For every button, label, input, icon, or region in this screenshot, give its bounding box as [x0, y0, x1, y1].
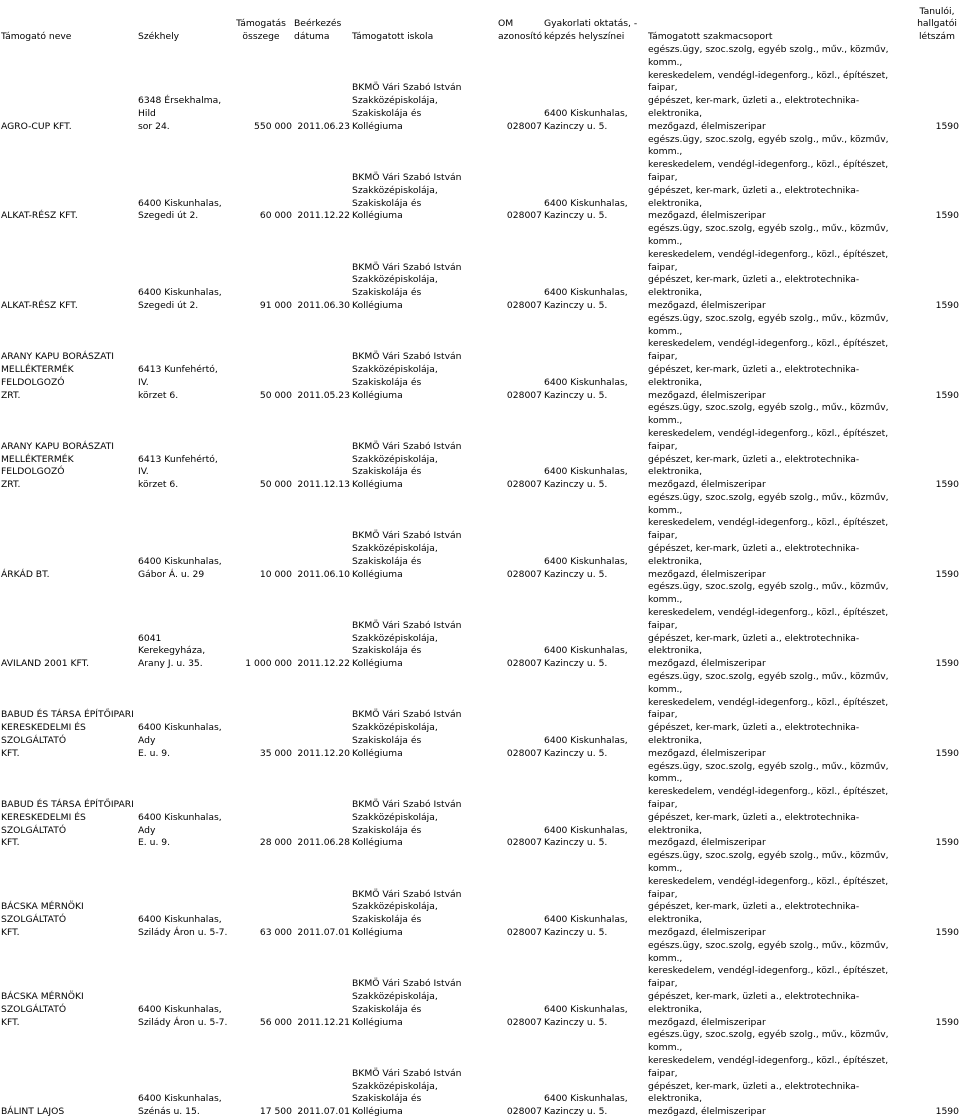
- table-body: [0, 44, 960, 1119]
- training-location: 6400 Kiskunhalas, Kazinczy u. 5.: [544, 287, 628, 311]
- training-location: 6400 Kiskunhalas, Kazinczy u. 5.: [544, 914, 628, 938]
- school-name: BKMÖ Vári Szabó István Szakközépiskolája, Szakiskolája és Kollégiuma: [352, 978, 462, 1028]
- training-location: 6400 Kiskunhalas, Kazinczy u. 5.: [544, 824, 628, 849]
- om-id: 028007: [506, 210, 542, 222]
- support-amount: 10 000: [259, 568, 292, 580]
- om-id: 028007: [506, 837, 542, 849]
- om-id: 028007: [506, 1016, 542, 1028]
- header-om: OM azonosító: [498, 18, 543, 43]
- profession-groups: egészs.ügy, szoc.szolg, egyéb szolg., műv., közműv, komm., kereskedelem, vendégl-idegenforg., közl., építészet, faipar, gépészet, ker-mark, üzleti a., elektrotechnika-elektronika, mezőgazd, élelmiszeripar: [648, 312, 889, 401]
- table-row: [0, 761, 960, 851]
- header-students: Tanulói, hallgatói létszám: [917, 5, 957, 43]
- arrival-date: 2011.07.01: [297, 926, 350, 938]
- profession-groups: egészs.ügy, szoc.szolg, egyéb szolg., műv., közműv, komm., kereskedelem, vendégl-idegenforg., közl., építészet, faipar, gépészet, ker-mark, üzleti a., elektrotechnika-elektronika, mezőgazd, élelmiszeripar: [648, 939, 889, 1028]
- om-id: 028007: [506, 926, 542, 938]
- sponsor-name: ÁRKÁD BT.: [1, 568, 50, 580]
- arrival-date: 2011.07.01: [297, 1106, 350, 1118]
- arrival-date: 2011.12.22: [297, 210, 350, 222]
- school-name: BKMÖ Vári Szabó István Szakközépiskolája, Szakiskolája és Kollégiuma: [352, 261, 462, 311]
- profession-groups: egészs.ügy, szoc.szolg, egyéb szolg., műv., közműv, komm., kereskedelem, vendégl-idegenforg., közl., építészet, faipar, gépészet, ker-mark, üzleti a., elektrotechnika-elektronika, mezőgazd, élelmiszeripar: [648, 760, 889, 849]
- header-seat: Székhely: [138, 31, 180, 43]
- training-location: 6400 Kiskunhalas, Kazinczy u. 5.: [544, 107, 628, 132]
- student-count: 1590: [935, 926, 959, 938]
- header-school: Támogatott iskola: [352, 31, 434, 43]
- profession-groups: egészs.ügy, szoc.szolg, egyéb szolg., műv., közműv, komm., kereskedelem, vendégl-idegenforg., közl., építészet, faipar, gépészet, ker-mark, üzleti a., elektrotechnika-elektronika, mezőgazd, élelmiszeripar: [648, 850, 889, 938]
- student-count: 1590: [935, 747, 959, 759]
- om-id: 028007: [506, 1106, 542, 1118]
- arrival-date: 2011.06.10: [297, 568, 350, 580]
- sponsor-name: ARANY KAPU BORÁSZATI MELLÉKTERMÉK FELDOLGOZÓ ZRT.: [1, 440, 115, 491]
- school-name: BKMÖ Vári Szabó István Szakközépiskolája, Szakiskolája és Kollégiuma: [352, 799, 462, 849]
- school-name: BKMÖ Vári Szabó István Szakközépiskolája, Szakiskolája és Kollégiuma: [352, 709, 462, 759]
- table-row: [0, 940, 960, 1030]
- support-amount: 56 000: [259, 1016, 292, 1028]
- support-amount: 63 000: [259, 926, 292, 938]
- training-location: 6400 Kiskunhalas, Kazinczy u. 5.: [544, 466, 628, 491]
- school-name: BKMÖ Vári Szabó István Szakközépiskolája, Szakiskolája és Kollégiuma: [352, 351, 462, 401]
- table-row: [0, 671, 960, 761]
- sponsor-name: ALKAT-RÉSZ KFT.: [1, 299, 78, 311]
- om-id: 028007: [506, 120, 542, 132]
- school-name: BKMÖ Vári Szabó István Szakközépiskolája, Szakiskolája és Kollégiuma: [352, 440, 462, 491]
- table-row: [0, 44, 960, 134]
- support-amount: 91 000: [259, 299, 292, 311]
- training-location: 6400 Kiskunhalas, Kazinczy u. 5.: [544, 376, 628, 401]
- support-amount: 550 000: [254, 120, 292, 132]
- arrival-date: 2011.06.23: [297, 120, 350, 132]
- sponsor-name: BABUD ÉS TÁRSA ÉPÍTŐIPARI KERESKEDELMI ÉS SZOLGÁLTATÓ KFT.: [1, 799, 134, 849]
- support-amount: 28 000: [259, 837, 292, 849]
- student-count: 1590: [935, 658, 959, 670]
- school-name: BKMÖ Vári Szabó István Szakközépiskolája, Szakiskolája és Kollégiuma: [352, 619, 462, 670]
- table-row: [0, 492, 960, 582]
- arrival-date: 2011.12.20: [297, 747, 350, 759]
- profession-groups: egészs.ügy, szoc.szolg, egyéb szolg., műv., közműv, komm., kereskedelem, vendégl-idegenforg., közl., építészet, faipar, gépészet, ker-mark, üzleti a., elektrotechnika-elektronika, mezőgazd, élelmiszeripar: [648, 581, 889, 670]
- profession-groups: egészs.ügy, szoc.szolg, egyéb szolg., műv., közműv, komm., kereskedelem, vendégl-idegenforg., közl., építészet, faipar, gépészet, ker-mark, üzleti a., elektrotechnika-elektronika, mezőgazd, élelmiszeripar: [648, 44, 889, 132]
- table-row: [0, 134, 960, 224]
- school-name: BKMÖ Vári Szabó István Szakközépiskolája, Szakiskolája és Kollégiuma: [352, 530, 462, 580]
- arrival-date: 2011.12.13: [297, 479, 350, 491]
- training-location: 6400 Kiskunhalas, Kazinczy u. 5.: [544, 197, 628, 222]
- profession-groups: egészs.ügy, szoc.szolg, egyéb szolg., műv., közműv, komm., kereskedelem, vendégl-idegenforg., közl., építészet, faipar, gépészet, ker-mark, üzleti a., elektrotechnika-elektronika, mezőgazd, élelmiszeripar: [648, 671, 889, 759]
- om-id: 028007: [506, 479, 542, 491]
- om-id: 028007: [506, 568, 542, 580]
- arrival-date: 2011.12.21: [297, 1016, 350, 1028]
- training-location: 6400 Kiskunhalas, Kazinczy u. 5.: [544, 735, 628, 759]
- training-location: 6400 Kiskunhalas, Kazinczy u. 5.: [544, 1003, 628, 1028]
- student-count: 1590: [935, 389, 959, 401]
- sponsor-seat: 6400 Kiskunhalas, Szilády Áron u. 5-7.: [138, 1003, 228, 1028]
- sponsor-seat: 6400 Kiskunhalas, Szegedi út 2.: [138, 287, 222, 311]
- sponsor-seat: 6400 Kiskunhalas, Ady E. u. 9.: [138, 722, 222, 759]
- profession-groups: egészs.ügy, szoc.szolg, egyéb szolg., műv., közműv, komm., kereskedelem, vendégl-idegenforg., közl., építészet, faipar, gépészet, ker-mark, üzleti a., elektrotechnika-elektronika, mezőgazd, élelmiszeripar: [648, 402, 889, 491]
- student-count: 1590: [935, 210, 959, 222]
- sponsor-name: BABUD ÉS TÁRSA ÉPÍTŐIPARI KERESKEDELMI ÉS SZOLGÁLTATÓ KFT.: [1, 709, 134, 759]
- arrival-date: 2011.05.23: [297, 389, 350, 401]
- support-amount: 1 000 000: [245, 658, 292, 670]
- header-amount: Támogatás összege: [236, 18, 286, 43]
- support-amount: 35 000: [259, 747, 292, 759]
- support-amount: 50 000: [259, 479, 292, 491]
- header-date: Beérkezés dátuma: [294, 18, 342, 43]
- om-id: 028007: [506, 658, 542, 670]
- profession-groups: egészs.ügy, szoc.szolg, egyéb szolg., műv., közműv, komm., kereskedelem, vendégl-idegenforg., közl., építészet, faipar, gépészet, ker-mark, üzleti a., elektrotechnika-elektronika, mezőgazd, élelmiszeripar: [648, 223, 889, 311]
- table-row: [0, 850, 960, 940]
- om-id: 028007: [506, 389, 542, 401]
- student-count: 1590: [935, 837, 959, 849]
- student-count: 1590: [935, 1016, 959, 1028]
- sponsor-name: BÁCSKA MÉRNÖKI SZOLGÁLTATÓ KFT.: [1, 990, 84, 1028]
- sponsor-seat: 6413 Kunfehértó, IV. körzet 6.: [138, 363, 218, 401]
- sponsor-seat: 6041 Kerekegyháza, Arany J. u. 35.: [138, 632, 206, 670]
- table-row: [0, 581, 960, 671]
- profession-groups: egészs.ügy, szoc.szolg, egyéb szolg., műv., közműv, komm., kereskedelem, vendégl-idegenforg., közl., építészet, faipar, gépészet, ker-mark, üzleti a., elektrotechnika-elektronika, mezőgazd, élelmiszeripar: [648, 133, 889, 222]
- arrival-date: 2011.06.28: [297, 837, 350, 849]
- training-location: 6400 Kiskunhalas, Kazinczy u. 5.: [544, 1093, 628, 1118]
- training-location: 6400 Kiskunhalas, Kazinczy u. 5.: [544, 555, 628, 580]
- om-id: 028007: [506, 299, 542, 311]
- table-row: [0, 402, 960, 492]
- profession-groups: egészs.ügy, szoc.szolg, egyéb szolg., műv., közműv, komm., kereskedelem, vendégl-idegenforg., közl., építészet, faipar, gépészet, ker-mark, üzleti a., elektrotechnika-elektronika, mezőgazd, élelmiszeripar: [648, 491, 889, 580]
- header-professions: Támogatott szakmacsoport: [648, 31, 773, 43]
- support-amount: 17 500: [259, 1106, 292, 1118]
- support-amount: 50 000: [259, 389, 292, 401]
- student-count: 1590: [935, 479, 959, 491]
- sponsor-name: ALKAT-RÉSZ KFT.: [1, 210, 78, 222]
- sponsor-seat: 6400 Kiskunhalas, Szénás u. 15.: [138, 1093, 222, 1118]
- sponsor-seat: 6400 Kiskunhalas, Szegedi út 2.: [138, 197, 222, 222]
- arrival-date: 2011.06.30: [297, 299, 350, 311]
- table-row: [0, 313, 960, 403]
- support-amount: 60 000: [259, 210, 292, 222]
- training-location: 6400 Kiskunhalas, Kazinczy u. 5.: [544, 645, 628, 670]
- sponsor-seat: 6348 Érsekhalma, Hild sor 24.: [138, 95, 222, 132]
- school-name: BKMÖ Vári Szabó István Szakközépiskolája, Szakiskolája és Kollégiuma: [352, 82, 462, 132]
- sponsor-name: ARANY KAPU BORÁSZATI MELLÉKTERMÉK FELDOLGOZÓ ZRT.: [1, 351, 115, 401]
- header-location: Gyakorlati oktatás, - képzés helyszínei: [544, 18, 638, 43]
- sponsor-name: AVILAND 2001 KFT.: [1, 658, 90, 670]
- student-count: 1590: [935, 1106, 959, 1118]
- sponsor-name: BÁLINT LAJOS: [1, 1106, 65, 1118]
- table-row: [0, 223, 960, 313]
- sponsor-seat: 6400 Kiskunhalas, Szilády Áron u. 5-7.: [138, 914, 228, 938]
- om-id: 028007: [506, 747, 542, 759]
- sponsor-name: BÁCSKA MÉRNÖKI SZOLGÁLTATÓ KFT.: [1, 901, 84, 938]
- table-row: [0, 1029, 960, 1119]
- header-row: [0, 0, 960, 44]
- school-name: BKMÖ Vári Szabó István Szakközépiskolája, Szakiskolája és Kollégiuma: [352, 171, 462, 222]
- student-count: 1590: [935, 299, 959, 311]
- header-name: Támogató neve: [1, 31, 72, 43]
- student-count: 1590: [935, 568, 959, 580]
- arrival-date: 2011.12.22: [297, 658, 350, 670]
- sponsor-seat: 6413 Kunfehértó, IV. körzet 6.: [138, 453, 218, 491]
- student-count: 1590: [935, 120, 959, 132]
- school-name: BKMÖ Vári Szabó István Szakközépiskolája, Szakiskolája és Kollégiuma: [352, 1067, 462, 1118]
- sponsor-name: AGRO-CUP KFT.: [1, 120, 72, 132]
- sponsor-seat: 6400 Kiskunhalas, Gábor Á. u. 29: [138, 555, 222, 580]
- profession-groups: egészs.ügy, szoc.szolg, egyéb szolg., műv., közműv, komm., kereskedelem, vendégl-idegenforg., közl., építészet, faipar, gépészet, ker-mark, üzleti a., elektrotechnika-elektronika, mezőgazd, élelmiszeripar: [648, 1029, 889, 1118]
- school-name: BKMÖ Vári Szabó István Szakközépiskolája, Szakiskolája és Kollégiuma: [352, 888, 462, 938]
- sponsor-seat: 6400 Kiskunhalas, Ady E. u. 9.: [138, 811, 222, 849]
